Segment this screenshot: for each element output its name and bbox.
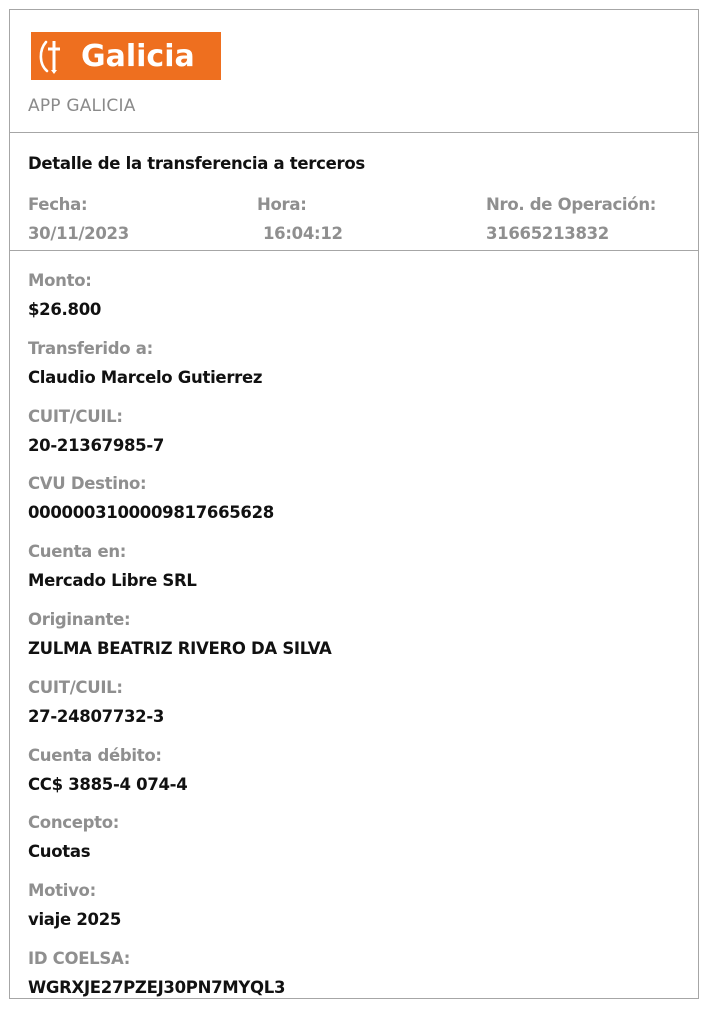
operacion-block — [486, 195, 656, 243]
field-value: 0000003100009817665628 — [28, 503, 274, 523]
field-value: WGRXJE27PZEJ30PN7MYQL3 — [28, 977, 286, 997]
logo-text: Galicia — [81, 38, 195, 74]
field-label: Cuenta débito: — [28, 745, 162, 765]
field-concepto — [28, 813, 698, 881]
field-label: Originante: — [28, 609, 131, 629]
page-title: Detalle de la transferencia a terceros — [28, 154, 365, 173]
field-value: Cuotas — [28, 842, 91, 862]
fecha-value: 30/11/2023 — [28, 224, 129, 243]
field-motivo — [28, 881, 698, 949]
field-value: viaje 2025 — [28, 910, 122, 930]
fecha-block — [28, 195, 129, 243]
field-cuenta-debito — [28, 746, 698, 814]
field-value: Mercado Libre SRL — [28, 571, 197, 591]
field-label: CVU Destino: — [28, 474, 147, 494]
field-monto — [28, 271, 698, 339]
field-label: Concepto: — [28, 813, 120, 833]
field-label: Cuenta en: — [28, 542, 127, 562]
field-cuit-originante — [28, 678, 698, 746]
field-value: CC$ 3885-4 074-4 — [28, 774, 188, 794]
field-value: $26.800 — [28, 300, 102, 319]
galicia-logo — [31, 32, 221, 80]
field-value: 20-21367985-7 — [28, 435, 165, 455]
field-value: ZULMA BEATRIZ RIVERO DA SILVA — [28, 638, 332, 658]
field-label: Transferido a: — [28, 338, 153, 358]
transfer-summary — [10, 133, 698, 251]
hora-block — [257, 195, 343, 243]
app-name: APP GALICIA — [28, 96, 136, 116]
hora-value: 16:04:12 — [263, 224, 343, 243]
field-label: Motivo: — [28, 881, 96, 901]
field-label: CUIT/CUIL: — [28, 406, 123, 426]
field-id-coelsa — [28, 949, 698, 1017]
field-label: ID COELSA: — [28, 948, 131, 968]
field-originante — [28, 610, 698, 678]
galicia-cross-icon — [31, 32, 77, 80]
field-label: CUIT/CUIL: — [28, 677, 123, 697]
field-value: 27-24807732-3 — [28, 706, 165, 726]
field-cvu-destino — [28, 474, 698, 542]
receipt-header — [10, 10, 698, 133]
fecha-label: Fecha: — [28, 195, 88, 214]
field-value: Claudio Marcelo Gutierrez — [28, 367, 263, 387]
field-label: Monto: — [28, 271, 92, 290]
operacion-label: Nro. de Operación: — [486, 195, 657, 214]
field-cuenta-en — [28, 542, 698, 610]
hora-label: Hora: — [257, 195, 307, 214]
transfer-details — [10, 251, 698, 1017]
transfer-receipt — [9, 9, 699, 999]
field-cuit-destino — [28, 407, 698, 475]
field-transferido-a — [28, 339, 698, 407]
operacion-value: 31665213832 — [486, 224, 609, 243]
